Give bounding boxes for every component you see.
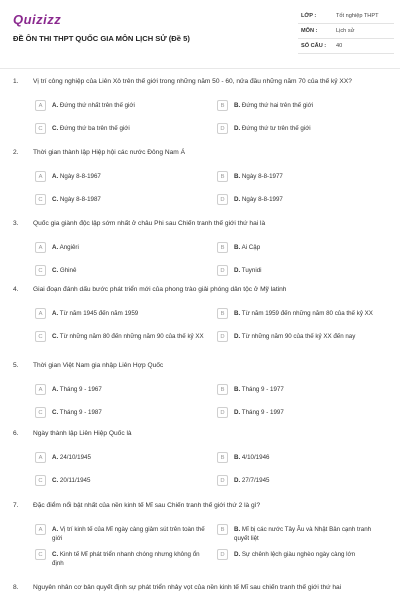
- option-prefix: A.: [52, 526, 59, 533]
- option-label: [52, 474, 90, 485]
- option-prefix: D.: [234, 125, 241, 132]
- option-label: [52, 330, 204, 341]
- option-text: Angiêri: [59, 244, 79, 251]
- option-text: 27/7/1945: [241, 477, 270, 484]
- question-line: [13, 584, 400, 596]
- question-number: 6.: [13, 430, 19, 437]
- option-prefix: A.: [52, 386, 59, 393]
- option-c[interactable]: [35, 548, 205, 568]
- option-text: Sự chênh lệch giàu nghèo ngày càng lớn: [241, 551, 356, 558]
- option-letter-box: B: [217, 452, 228, 463]
- option-letter-box: C: [35, 475, 46, 486]
- option-b[interactable]: [217, 99, 387, 117]
- quizizz-logo: Quizizz: [13, 12, 62, 27]
- option-letter-box: A: [35, 524, 46, 535]
- option-label: [52, 170, 101, 181]
- info-row-class: [298, 9, 394, 24]
- option-a[interactable]: [35, 99, 205, 117]
- option-letter-box: A: [35, 384, 46, 395]
- info-value: 40: [336, 43, 343, 49]
- option-text: Mĩ bị các nước Tây Âu và Nhật Bản cạnh tranh quyết liệt: [234, 526, 372, 542]
- option-letter-box: C: [35, 331, 46, 342]
- option-letter-box: B: [217, 308, 228, 319]
- option-c[interactable]: [35, 406, 205, 424]
- option-c[interactable]: [35, 193, 205, 211]
- option-letter-box: B: [217, 242, 228, 253]
- option-b[interactable]: [217, 241, 387, 259]
- option-text: Ai Cập: [241, 244, 261, 251]
- question-text: Thời gian thành lập Hiệp hội các nước Đông Nam Á: [33, 149, 185, 156]
- option-label: [234, 474, 269, 485]
- option-b[interactable]: [217, 170, 387, 188]
- option-prefix: D.: [234, 196, 241, 203]
- options-grid: [35, 99, 400, 140]
- option-c[interactable]: [35, 264, 205, 282]
- option-a[interactable]: [35, 451, 205, 469]
- question-number: 1.: [13, 78, 19, 85]
- option-prefix: A.: [52, 454, 59, 461]
- option-text: Ngày 8-8-1967: [59, 173, 101, 180]
- info-value: Lịch sử: [336, 28, 355, 34]
- option-text: Ghinê: [59, 267, 77, 274]
- question-text: Vị trí công nghiệp của Liên Xô trên thế giới trong những năm 50 - 60, nửa đầu những năm 70 của thế kỷ XX?: [33, 78, 352, 85]
- option-letter-box: D: [217, 331, 228, 342]
- question-2: [0, 149, 400, 211]
- question-1: [0, 78, 400, 140]
- question-text: Giai đoạn đánh dấu bước phát triển mới của phong trào giải phóng dân tộc ở Mỹ latinh: [33, 286, 287, 293]
- option-d[interactable]: [217, 474, 387, 492]
- option-label: [234, 451, 269, 462]
- option-letter-box: A: [35, 171, 46, 182]
- question-number: 8.: [13, 584, 19, 591]
- option-letter-box: D: [217, 549, 228, 560]
- option-label: [234, 523, 387, 543]
- option-letter-box: B: [217, 171, 228, 182]
- option-prefix: C.: [52, 196, 59, 203]
- option-prefix: C.: [52, 551, 59, 558]
- option-a[interactable]: [35, 383, 205, 401]
- option-letter-box: D: [217, 123, 228, 134]
- option-prefix: B.: [234, 386, 241, 393]
- option-letter-box: B: [217, 100, 228, 111]
- option-prefix: C.: [52, 267, 59, 274]
- option-letter-box: A: [35, 242, 46, 253]
- question-6: [0, 430, 400, 492]
- options-grid: [35, 451, 400, 492]
- info-value: Tốt nghiệp THPT: [336, 13, 379, 19]
- question-line: [13, 149, 400, 161]
- document-header: [0, 0, 400, 62]
- option-label: [52, 523, 205, 543]
- option-label: [234, 264, 262, 275]
- option-c[interactable]: [35, 122, 205, 140]
- option-text: Từ những năm 80 đến những năm 90 của thế kỷ XX: [59, 333, 204, 340]
- options-grid: [35, 523, 400, 568]
- question-7: [0, 502, 400, 568]
- option-text: 4/10/1946: [241, 454, 270, 461]
- option-text: Đứng thứ tư trên thế giới: [241, 125, 311, 132]
- option-letter-box: A: [35, 452, 46, 463]
- option-letter-box: D: [217, 475, 228, 486]
- option-text: 20/11/1945: [59, 477, 91, 484]
- option-prefix: A.: [52, 310, 59, 317]
- option-prefix: B.: [234, 102, 241, 109]
- info-table: [298, 9, 394, 54]
- option-b[interactable]: [217, 523, 387, 543]
- option-letter-box: D: [217, 265, 228, 276]
- option-label: [234, 170, 283, 181]
- option-text: Ngày 8-8-1997: [241, 196, 283, 203]
- option-text: Tuynidi: [241, 267, 262, 274]
- question-line: [13, 78, 400, 90]
- question-text: Ngày thành lập Liên Hiệp Quốc là: [33, 430, 132, 437]
- option-label: [234, 99, 313, 110]
- option-letter-box: B: [217, 384, 228, 395]
- option-prefix: C.: [52, 333, 59, 340]
- option-text: Từ năm 1959 đến những năm 80 của thế kỷ XX: [241, 310, 373, 317]
- options-grid: [35, 383, 400, 424]
- option-letter-box: C: [35, 265, 46, 276]
- option-prefix: A.: [52, 244, 59, 251]
- document-title: ĐỀ ÔN THI THPT QUỐC GIA MÔN LỊCH SỬ (Đề 5): [13, 34, 190, 43]
- question-line: [13, 502, 400, 514]
- option-label: [234, 330, 355, 341]
- question-5: [0, 362, 400, 424]
- option-prefix: B.: [234, 526, 241, 533]
- option-text: Tháng 9 - 1977: [241, 386, 284, 393]
- option-prefix: D.: [234, 333, 241, 340]
- option-label: [234, 241, 260, 252]
- option-d[interactable]: [217, 193, 387, 211]
- option-text: Từ năm 1945 đến năm 1959: [59, 310, 139, 317]
- options-grid: [35, 170, 400, 211]
- option-d[interactable]: [217, 548, 387, 568]
- option-label: [234, 307, 373, 318]
- option-prefix: B.: [234, 310, 241, 317]
- option-label: [234, 383, 284, 394]
- option-a[interactable]: [35, 170, 205, 188]
- option-label: [52, 122, 130, 133]
- option-prefix: D.: [234, 551, 241, 558]
- option-prefix: C.: [52, 409, 59, 416]
- option-b[interactable]: [217, 307, 387, 325]
- info-row-subject: [298, 24, 394, 39]
- option-letter-box: D: [217, 407, 228, 418]
- option-b[interactable]: [217, 383, 387, 401]
- header-divider: [0, 68, 400, 69]
- question-line: [13, 430, 400, 442]
- option-text: Tháng 9 - 1967: [59, 386, 102, 393]
- question-text: Nguyên nhân cơ bản quyết định sự phát triển nhảy vọt của nền kinh tế Mĩ sau chiến tranh thế giới thứ hai: [33, 584, 342, 591]
- option-text: Ngày 8-8-1977: [241, 173, 283, 180]
- info-label: MÔN :: [301, 28, 318, 34]
- question-number: 2.: [13, 149, 19, 156]
- option-text: Đứng thứ nhất trên thế giới: [59, 102, 135, 109]
- option-b[interactable]: [217, 451, 387, 469]
- option-c[interactable]: [35, 474, 205, 492]
- question-line: [13, 286, 400, 298]
- option-label: [234, 122, 311, 133]
- option-prefix: A.: [52, 173, 59, 180]
- option-prefix: A.: [52, 102, 59, 109]
- option-label: [52, 307, 138, 318]
- option-label: [52, 406, 102, 417]
- option-text: Đứng thứ ba trên thế giới: [59, 125, 130, 132]
- option-letter-box: A: [35, 100, 46, 111]
- option-label: [234, 406, 284, 417]
- question-text: Thời gian Việt Nam gia nhập Liên Hợp Quốc: [33, 362, 164, 369]
- option-text: 24/10/1945: [59, 454, 91, 461]
- question-number: 7.: [13, 502, 19, 509]
- option-letter-box: B: [217, 524, 228, 535]
- option-prefix: B.: [234, 454, 241, 461]
- options-grid: [35, 241, 400, 282]
- option-prefix: D.: [234, 409, 241, 416]
- question-text: Đặc điểm nổi bật nhất của nền kinh tế Mĩ sau Chiến tranh thế giới thứ 2 là gì?: [33, 502, 261, 509]
- option-label: [52, 451, 91, 462]
- option-prefix: B.: [234, 244, 241, 251]
- option-label: [52, 264, 76, 275]
- option-label: [52, 193, 101, 204]
- option-letter-box: C: [35, 549, 46, 560]
- question-3: [0, 220, 400, 282]
- option-letter-box: C: [35, 407, 46, 418]
- option-text: Đứng thứ hai trên thế giới: [241, 102, 314, 109]
- option-a[interactable]: [35, 523, 205, 543]
- option-label: [52, 383, 102, 394]
- option-text: Kinh tế Mĩ phát triển nhanh chóng nhưng không ổn định: [52, 551, 200, 567]
- info-label: SỐ CÂU :: [301, 43, 327, 49]
- option-letter-box: D: [217, 194, 228, 205]
- option-d[interactable]: [217, 330, 387, 348]
- option-prefix: D.: [234, 267, 241, 274]
- option-label: [52, 99, 135, 110]
- option-label: [234, 193, 283, 204]
- option-a[interactable]: [35, 241, 205, 259]
- option-label: [52, 548, 205, 568]
- option-text: Ngày 8-8-1987: [59, 196, 101, 203]
- option-letter-box: C: [35, 194, 46, 205]
- question-8: [0, 584, 400, 596]
- option-letter-box: C: [35, 123, 46, 134]
- option-a[interactable]: [35, 307, 205, 325]
- question-line: [13, 362, 400, 374]
- question-number: 5.: [13, 362, 19, 369]
- option-letter-box: A: [35, 308, 46, 319]
- option-d[interactable]: [217, 122, 387, 140]
- question-line: [13, 220, 400, 232]
- option-label: [234, 548, 355, 559]
- info-label: LỚP :: [301, 13, 317, 19]
- question-text: Quốc gia giành độc lập sớm nhất ở châu Phi sau Chiến tranh thế giới thứ hai là: [33, 220, 266, 227]
- option-prefix: C.: [52, 125, 59, 132]
- option-text: Tháng 9 - 1987: [59, 409, 102, 416]
- option-prefix: C.: [52, 477, 59, 484]
- question-number: 4.: [13, 286, 19, 293]
- option-prefix: B.: [234, 173, 241, 180]
- option-text: Vị trí kinh tế của Mĩ ngày càng giảm sút trên toàn thế giới: [52, 526, 205, 542]
- option-label: [52, 241, 79, 252]
- option-prefix: D.: [234, 477, 241, 484]
- question-4: [0, 286, 400, 348]
- question-number: 3.: [13, 220, 19, 227]
- option-d[interactable]: [217, 406, 387, 424]
- option-text: Từ những năm 90 của thế kỷ XX đến nay: [241, 333, 356, 340]
- options-grid: [35, 307, 400, 348]
- option-text: Tháng 9 - 1997: [241, 409, 284, 416]
- info-row-question-count: [298, 39, 394, 54]
- option-c[interactable]: [35, 330, 205, 348]
- option-d[interactable]: [217, 264, 387, 282]
